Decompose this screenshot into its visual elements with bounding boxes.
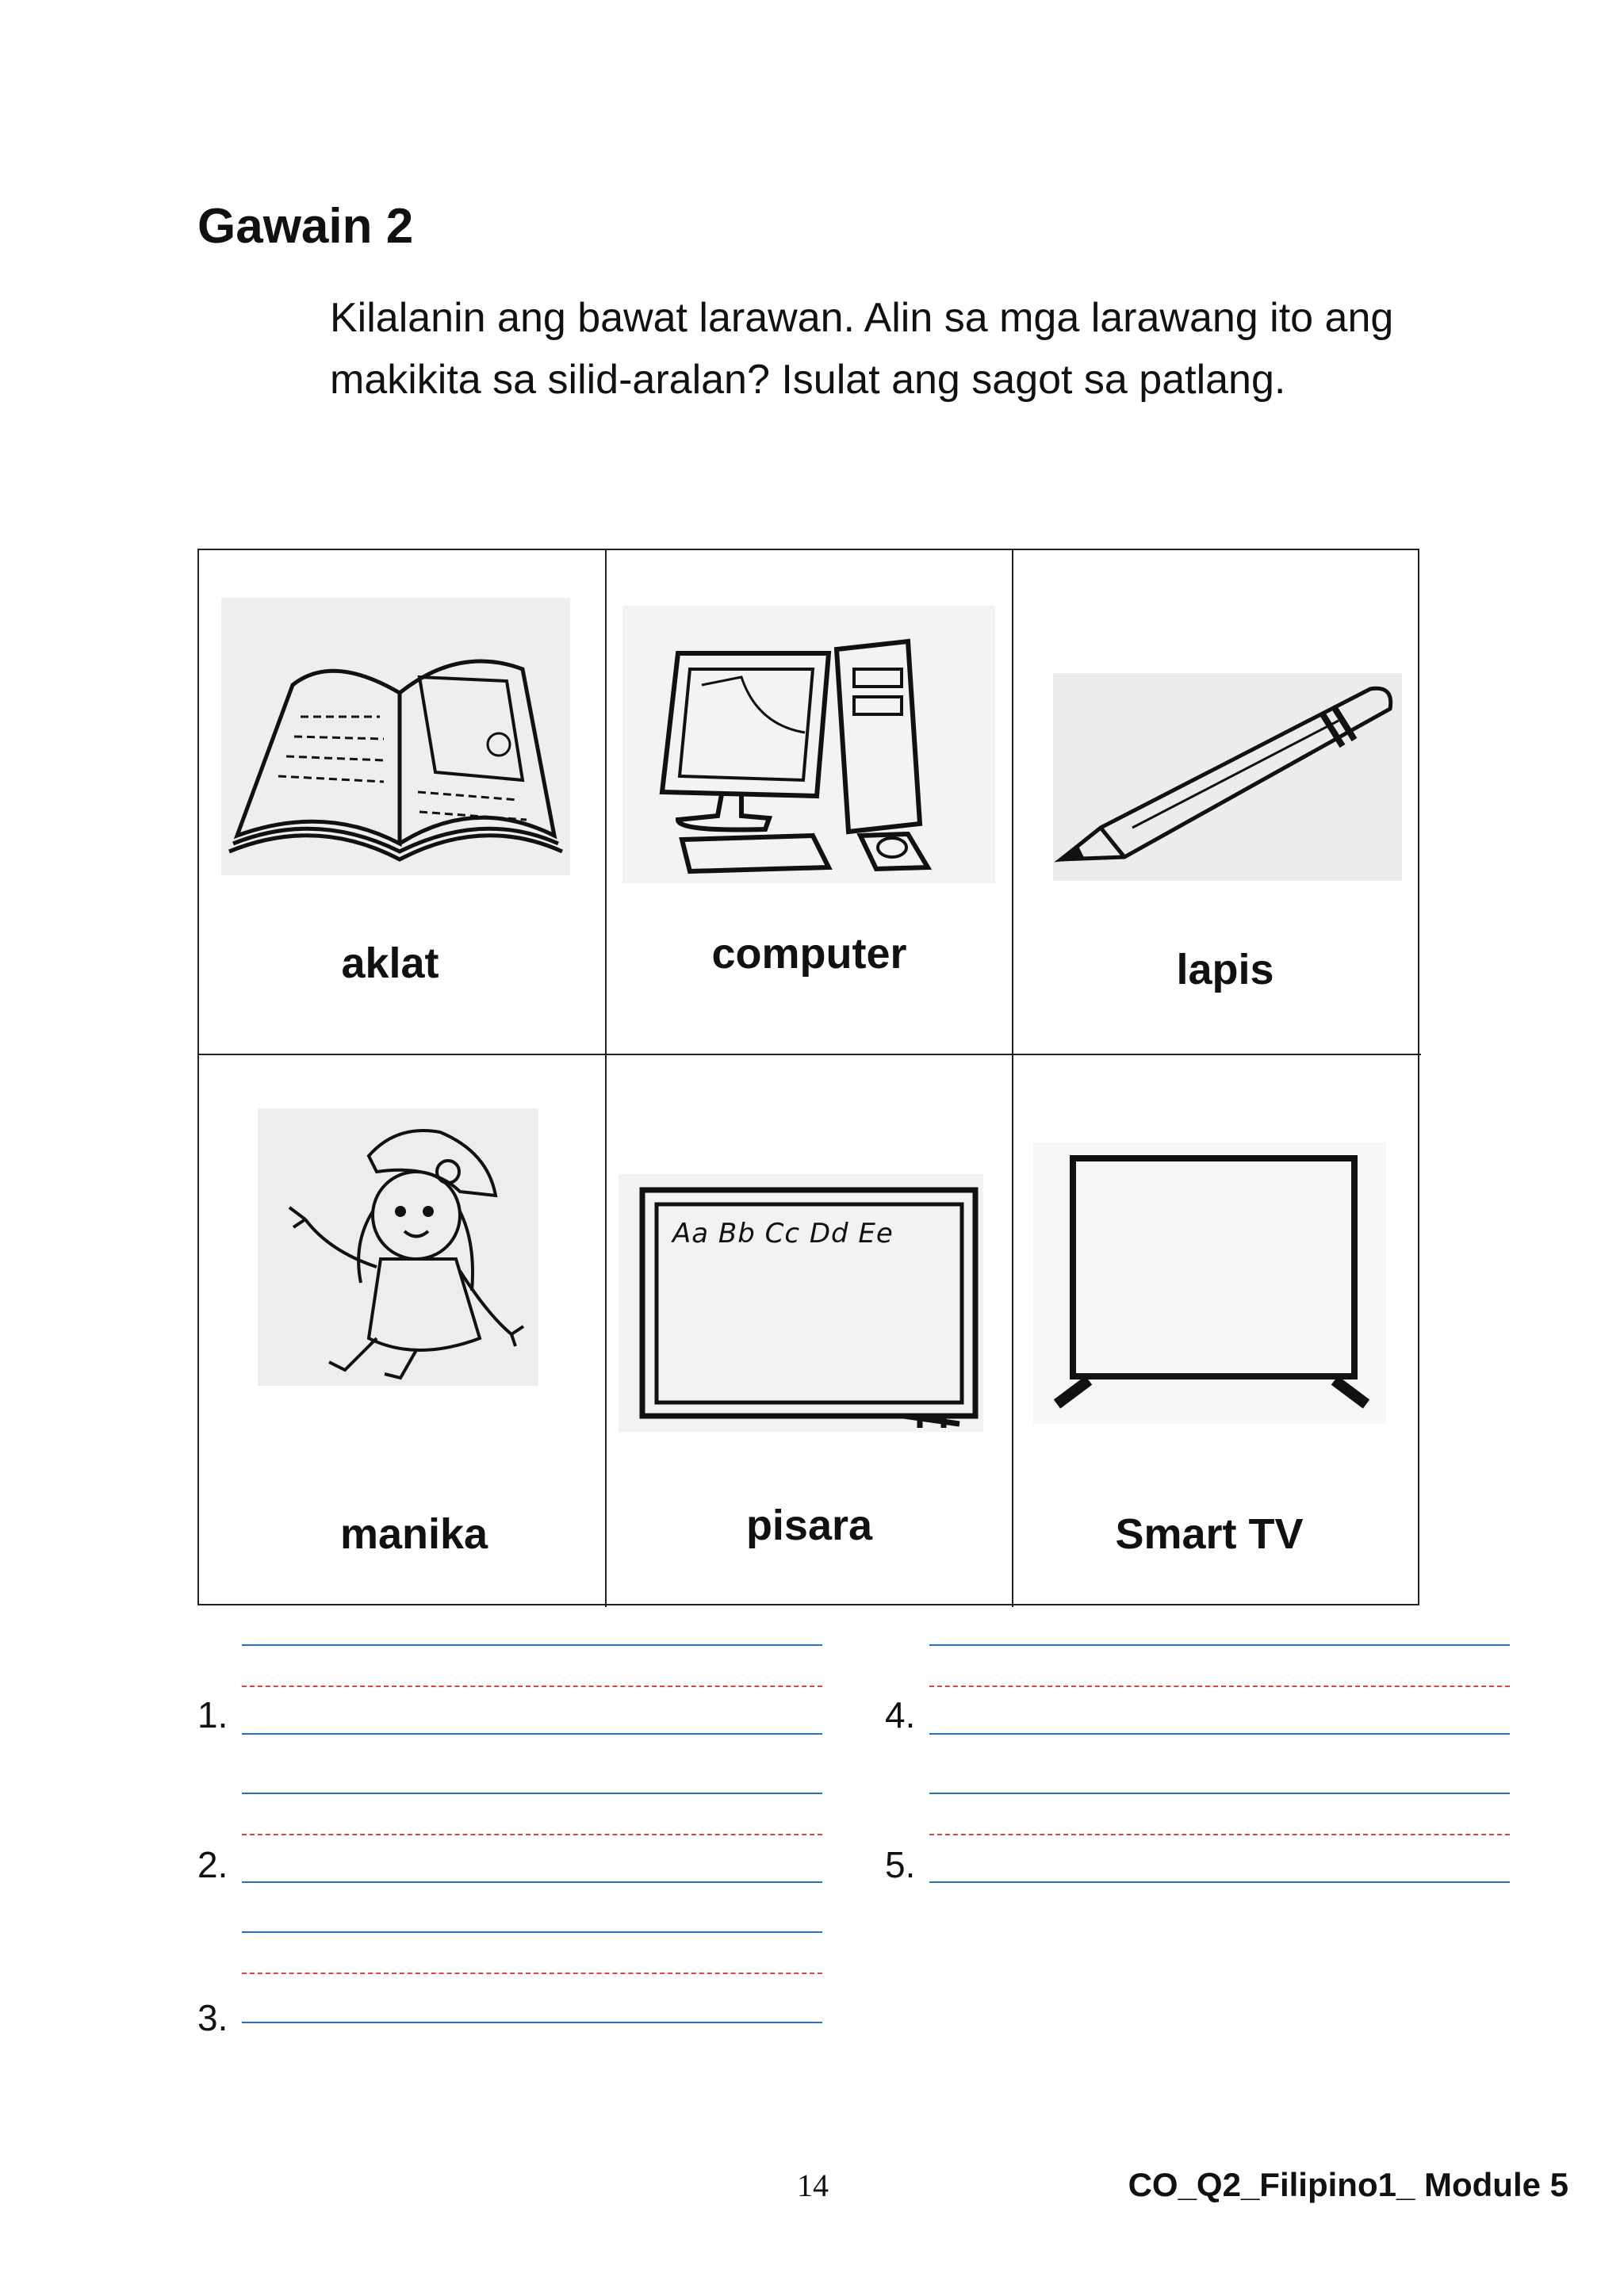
activity-heading: Gawain 2 [197, 199, 414, 254]
picture-cell-pisara [607, 1055, 1013, 1607]
book-icon [221, 598, 570, 875]
picture-cell-lapis [1013, 550, 1421, 1055]
picture-label: Smart TV [1115, 1510, 1304, 1558]
module-footer: CO_Q2_Filipino1_ Module 5 [1128, 2166, 1568, 2203]
chalkboard-icon [619, 1174, 983, 1432]
picture-label: lapis [1176, 946, 1274, 993]
instruction-text: Kilalanin ang bawat larawan. Alin sa mga larawang ito ang makikita sa silid-aralan? Isulat ang sagot sa patlang. [330, 295, 1394, 403]
picture-label: aklat [341, 939, 439, 987]
picture-cell-manika [199, 1055, 607, 1607]
pencil-icon [1053, 673, 1402, 881]
writing-lines[interactable] [242, 1636, 822, 1732]
writing-lines[interactable] [929, 1636, 1510, 1732]
writing-lines[interactable] [242, 1927, 822, 2022]
picture-cell-computer [607, 550, 1013, 1055]
picture-cell-smart-tv [1013, 1055, 1421, 1607]
page-number: 14 [797, 2168, 829, 2203]
picture-cell-aklat [199, 550, 607, 1055]
picture-label: pisara [745, 1502, 873, 1549]
picture-grid [197, 549, 1419, 1605]
doll-icon [258, 1108, 538, 1386]
computer-icon [622, 606, 995, 883]
writing-lines[interactable] [929, 1786, 1510, 1881]
picture-label: computer [711, 930, 907, 978]
picture-label: manika [339, 1510, 488, 1558]
writing-lines[interactable] [242, 1786, 822, 1881]
chalkboard-letters: Aa Bb Cc Dd Ee [672, 1218, 894, 1249]
smart-tv-icon [1033, 1142, 1386, 1424]
